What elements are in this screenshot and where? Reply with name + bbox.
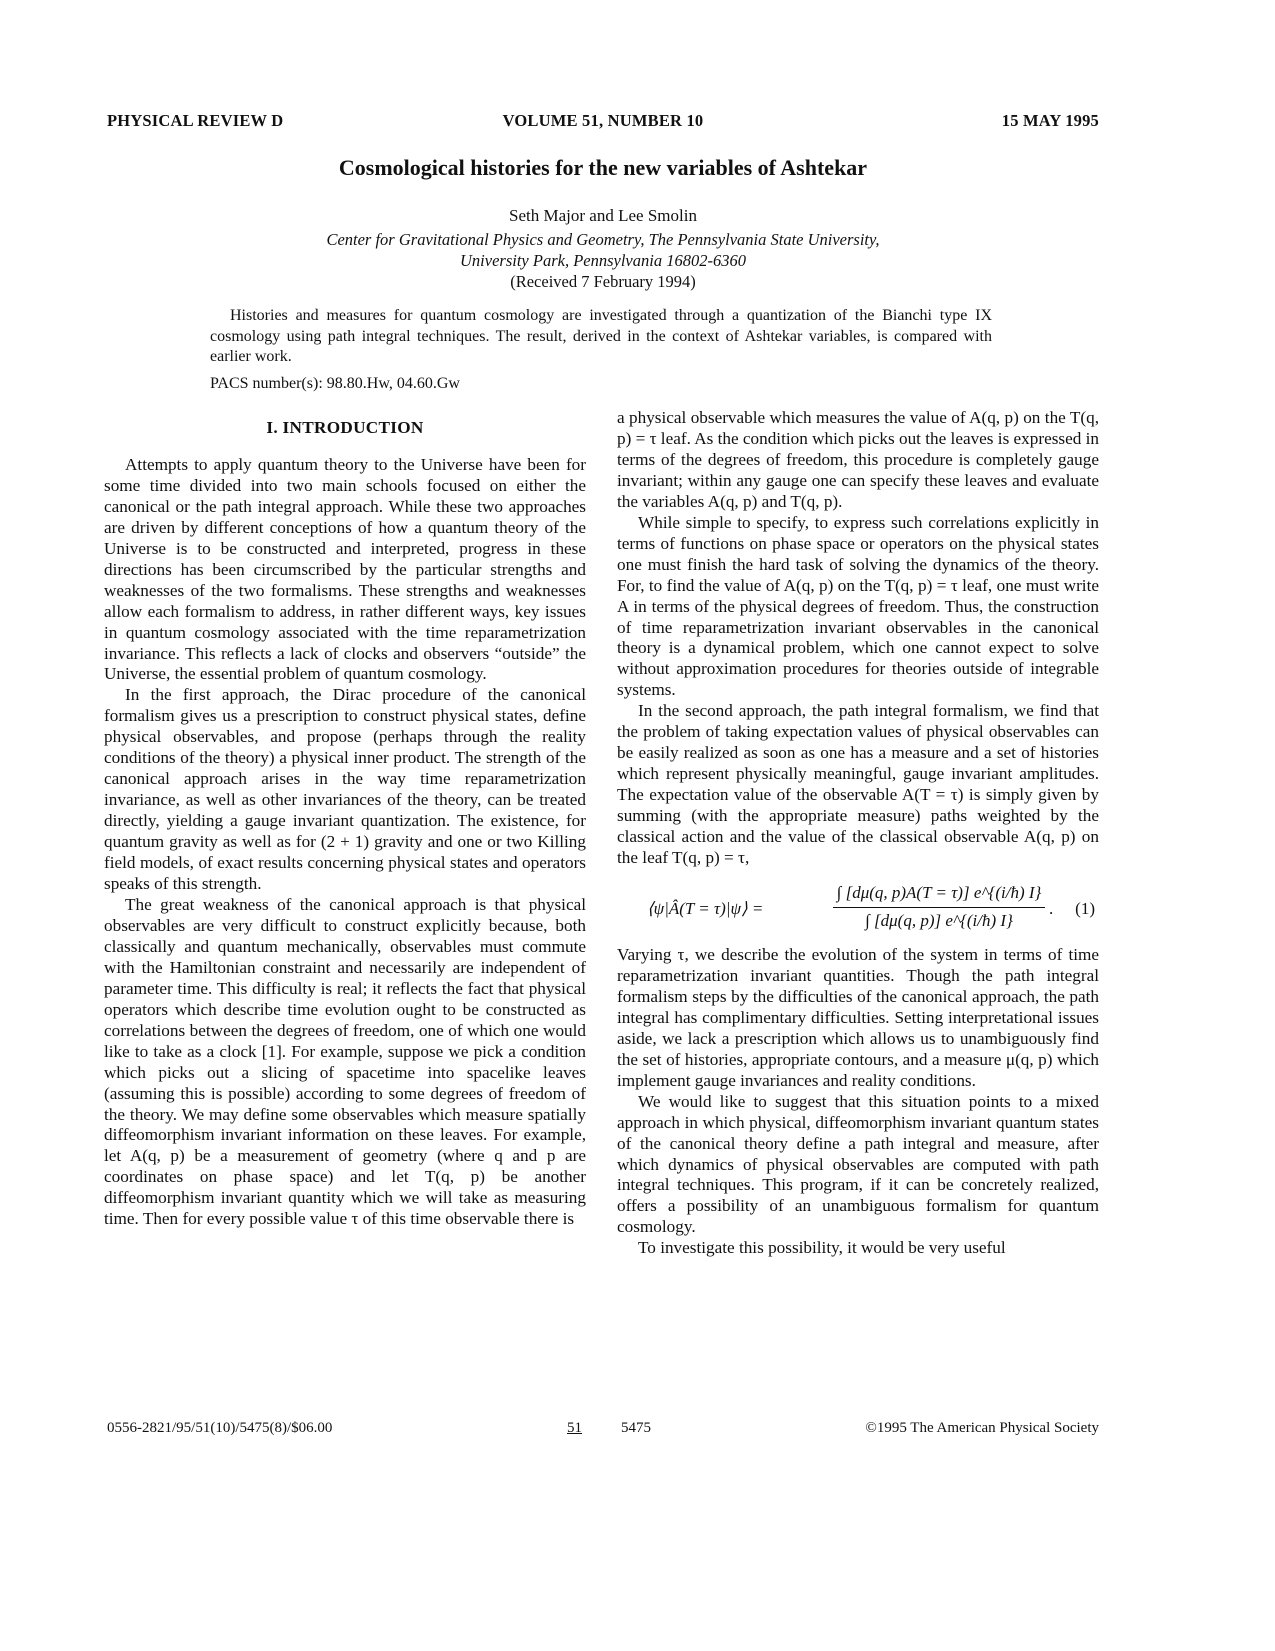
affiliation xyxy=(107,230,1099,271)
equation-period: . xyxy=(1049,898,1054,918)
article-title: Cosmological histories for the new variables of Ashtekar xyxy=(338,155,868,180)
footer-volume: 51 xyxy=(567,1420,582,1436)
paragraph: In the first approach, the Dirac procedure of the canonical formalism gives us a prescription to construct physical states, define physical observables, and propose (perhaps through the reality conditions of the theory) a physical inner product. The strength of the canonical approach arises in the way time reparametrization invariance, as well as other invariances of the theory, can be treated directly, yielding a gauge invariant quantization. The existence, for quantum gravity as well as for (2 + 1) gravity and one or two Killing field models, of exact results concerning physical states and operators speaks of this strength. xyxy=(104,685,586,894)
paragraph: The great weakness of the canonical approach is that physical observables are very difficult to construct explicitly because, both classically and quantum mechanically, observables must commute with the Hamiltonian constraint and necessarily are independent of parameter time. This difficulty is real; it reflects the fact that physical operators which describe time evolution ought to be constructed as correlations between the degrees of freedom, one of which one would like to take as a clock [1]. For example, suppose we pick a condition which picks out a slicing of spacetime into spacelike leaves (assuming this is possible) according to some degrees of freedom of the theory. We may define some observables which measure spatially diffeomorphism invariant information on these leaves. For example, let A(q, p) be a measurement of geometry (where q and p are coordinates on phase space) and let T(q, p) be another diffeomorphism invariant quantity which we will take as measuring time. Then for every possible value τ of this time observable there is xyxy=(104,894,586,1229)
fraction-bar xyxy=(833,907,1045,908)
equation-numerator: ∫ [dμ(q, p)A(T = τ)] e^{(i/ħ) I} xyxy=(836,882,1042,902)
right-column xyxy=(617,408,1099,1259)
authors: Seth Major and Lee Smolin xyxy=(509,206,697,225)
section-heading: I. INTRODUCTION xyxy=(266,418,424,437)
equation-1 xyxy=(617,879,1099,941)
affiliation-line-2: University Park, Pennsylvania 16802-6360 xyxy=(460,250,746,270)
paragraph: Varying τ, we describe the evolution of the system in terms of time reparametrization invariant quantities. Though the path integral formalism steps by the difficulties of the canonical approach, the path integral has complimentary difficulties. Setting interpretational issues aside, we lack a prescription which allows us to unambiguously find the set of histories, appropriate contours, and a measure μ(q, p) which implement gauge invariances and reality conditions. xyxy=(617,944,1099,1090)
copyright: ©1995 The American Physical Society xyxy=(865,1420,1099,1436)
journal-name: PHYSICAL REVIEW D xyxy=(107,111,284,130)
page-footer xyxy=(107,1420,1099,1442)
article-code: 0556-2821/95/51(10)/5475(8)/$06.00 xyxy=(107,1420,333,1436)
left-column xyxy=(104,414,586,1230)
equation-lhs: ⟨ψ|Â(T = τ)|ψ⟩ = xyxy=(647,898,764,918)
paragraph: In the second approach, the path integral formalism, we find that the problem of taking expectation values of physical observables can be easily realized as soon as one has a measure and a set of histories which represent physically meaningful, gauge invariant amplitudes. The expectation value of the observable A(T = τ) is simply given by summing (with the appropriate measure) paths weighted by the classical action and the value of the classical observable A(q, p) on the leaf T(q, p) = τ, xyxy=(617,701,1099,868)
paragraph: While simple to specify, to express such correlations explicitly in terms of functions on phase space or operators on the physical states one must finish the hard task of solving the dynamics of the theory. For, to find the value of A(q, p) on the T(q, p) = τ leaf, one must write A in terms of the physical degrees of freedom. Thus, the construction of time reparametrization invariant observables in the canonical theory is a dynamical problem, which one cannot expect to solve without approximation procedures for theories outside of integrable systems. xyxy=(617,512,1099,700)
paragraph: To investigate this possibility, it would be very useful xyxy=(638,1238,1006,1258)
volume-number: VOLUME 51, NUMBER 10 xyxy=(502,111,704,130)
received-date: (Received 7 February 1994) xyxy=(510,272,696,291)
equation-denominator: ∫ [dμ(q, p)] e^{(i/ħ) I} xyxy=(865,910,1013,930)
issue-date: 15 MAY 1995 xyxy=(1001,111,1099,130)
paragraph: a physical observable which measures the value of A(q, p) on the T(q, p) = τ leaf. As the condition which picks out the leaves is expressed in terms of the degrees of freedom, this procedure is completely gauge invariant; within any gauge one can specify these leaves and evaluate the variables A(q, p) and T(q, p). xyxy=(617,408,1099,511)
page-number: 5475 xyxy=(621,1420,651,1436)
pacs-numbers: PACS number(s): 98.80.Hw, 04.60.Gw xyxy=(210,375,460,392)
affiliation-line-1: Center for Gravitational Physics and Geometry, The Pennsylvania State University, xyxy=(326,230,880,249)
running-head xyxy=(107,111,1099,133)
paragraph: Attempts to apply quantum theory to the Universe have been for some time divided into two main schools focused on either the canonical or the path integral approach. While these two approaches are driven by different conceptions of how a quantum theory of the Universe is to be constructed and interpreted, progress in these directions has been circumscribed by the particular strengths and weaknesses of the two formalisms. These strengths and weaknesses allow each formalism to address, in rather different ways, key issues in quantum cosmology associated with the time reparametrization invariance. This reflects a lack of clocks and observers “outside” the Universe, the essential problem of quantum cosmology. xyxy=(104,454,586,684)
paragraph: We would like to suggest that this situation points to a mixed approach in which physical, diffeomorphism invariant quantum states of the canonical theory define a path integral and measure, after which dynamics of physical observables are computed with path integral techniques. This program, if it can be concretely realized, offers a possibility of an unambiguous formalism for quantum cosmology. xyxy=(617,1091,1099,1237)
equation-fraction xyxy=(833,883,1045,932)
abstract: Histories and measures for quantum cosmology are investigated through a quantization of the Bianchi type IX cosmology using path integral techniques. The result, derived in the context of Ashtekar variables, is compared with earlier work. xyxy=(210,307,992,365)
equation-number: (1) xyxy=(1075,898,1095,918)
